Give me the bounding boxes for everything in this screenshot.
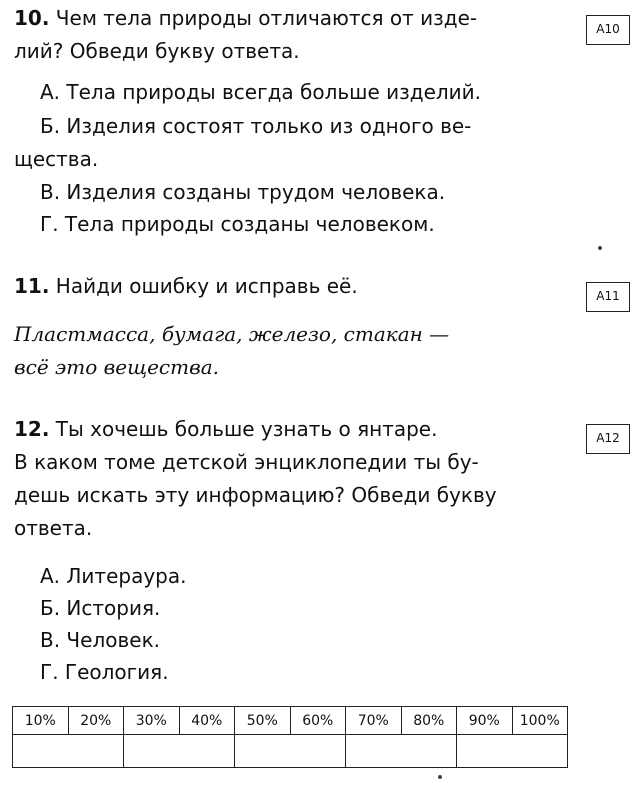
scale-label-90: 90%: [457, 707, 513, 735]
scale-label-50: 50%: [235, 707, 291, 735]
question-11: [14, 270, 574, 303]
q10-option-b[interactable]: Б. Изделия состоят только из одного ве-: [40, 114, 472, 138]
question-12-text1: Ты хочешь больше узнать о янтаре.: [55, 417, 438, 441]
badge-a12: А12: [586, 424, 630, 454]
question-11-text: Найди ошибку и исправь её.: [55, 274, 358, 298]
scale-label-70: 70%: [346, 707, 402, 735]
question-10: [14, 2, 574, 68]
speck-mark: [598, 246, 602, 250]
question-12-text2: В каком томе детской энциклопедии ты бу-: [14, 450, 479, 474]
statement-line2: всё это вещества.: [14, 355, 220, 379]
scale-label-60: 60%: [290, 707, 346, 735]
question-12: [14, 413, 584, 545]
question-10-text2: лий? Обведи букву ответа.: [14, 39, 300, 63]
scale-label-80: 80%: [401, 707, 457, 735]
scale-label-40: 40%: [179, 707, 235, 735]
scale-label-20: 20%: [68, 707, 124, 735]
progress-scale-table: [12, 706, 568, 768]
question-10-number: 10.: [14, 6, 50, 30]
question-12-number: 12.: [14, 417, 50, 441]
question-12-line1: [14, 413, 584, 446]
scale-cell-4[interactable]: [346, 735, 457, 768]
question-12-text4: ответа.: [14, 516, 93, 540]
q10-option-a[interactable]: А. Тела природы всегда больше изделий.: [40, 80, 482, 104]
badge-a11: А11: [586, 282, 630, 312]
scale-label-10: 10%: [13, 707, 69, 735]
scale-cell-5[interactable]: [457, 735, 568, 768]
q10-option-g[interactable]: Г. Тела природы созданы человеком.: [40, 212, 435, 236]
scale-label-100: 100%: [512, 707, 568, 735]
scale-cell-3[interactable]: [235, 735, 346, 768]
question-10-line1: [14, 2, 574, 35]
question-12-text3: дешь искать эту информацию? Обведи букву: [14, 483, 497, 507]
q12-option-b[interactable]: Б. История.: [40, 596, 161, 620]
q12-option-a[interactable]: А. Литераура.: [40, 564, 187, 588]
statement-line1: Пластмасса, бумага, железо, стакан —: [14, 322, 450, 346]
question-11-number: 11.: [14, 274, 50, 298]
q12-option-g[interactable]: Г. Геология.: [40, 660, 169, 684]
scale-cell-2[interactable]: [124, 735, 235, 768]
speck-mark: [438, 775, 442, 779]
scale-label-30: 30%: [124, 707, 180, 735]
q10-option-b-cont: щества.: [14, 147, 99, 171]
q10-option-v[interactable]: В. Изделия созданы трудом человека.: [40, 180, 446, 204]
question-11-statement: [14, 318, 584, 384]
scale-cell-1[interactable]: [13, 735, 124, 768]
q12-option-v[interactable]: В. Человек.: [40, 628, 160, 652]
badge-a10: А10: [586, 15, 630, 45]
question-10-text1: Чем тела природы отличаются от изде-: [55, 6, 478, 30]
